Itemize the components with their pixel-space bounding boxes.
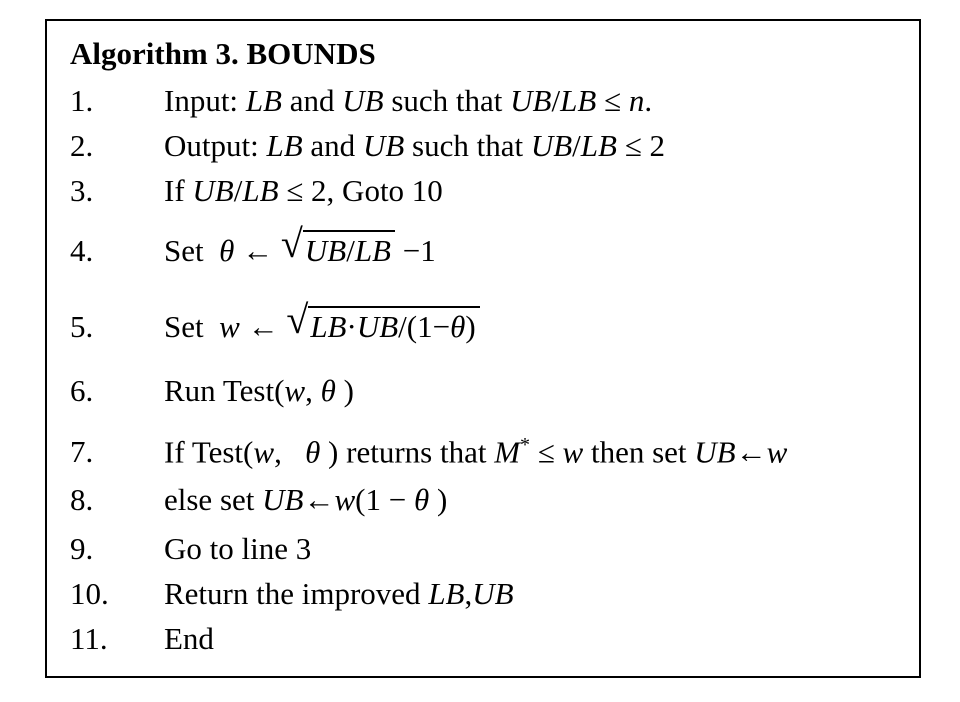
algorithm-line-5 [70,297,480,346]
line-number: 11. [70,621,108,656]
line-text: Run Test(w, θ ) [164,373,354,408]
line-number: 10. [70,576,109,611]
line-number: 7. [70,434,94,470]
algorithm-line-9 [70,529,311,569]
line-text: End [164,621,214,656]
line-text: Output: LB and UB such that UB/LB ≤ 2 [164,128,665,163]
line-text: If Test(w, θ ) returns that M* ≤ w then set UB←w [164,434,788,470]
line-number: 5. [70,309,94,344]
line-text: Set w ← √ LB·UB/(1−θ) [164,306,480,347]
line-text: Return the improved LB,UB [164,576,514,611]
algorithm-line-6 [70,371,354,411]
algorithm-line-7 [70,425,788,470]
line-text: else set UB←w(1 − θ ) [164,482,448,517]
line-number: 8. [70,482,94,517]
square-root: √ UB/LB [281,230,395,271]
line-text: Go to line 3 [164,531,312,566]
algorithm-line-8 [70,480,447,520]
line-number: 6. [70,373,94,408]
line-number: 9. [70,531,94,566]
line-number: 3. [70,173,94,208]
line-number: 4. [70,233,94,268]
algorithm-title: Algorithm 3. BOUNDS [70,36,376,71]
square-root: √ LB·UB/(1−θ) [286,306,479,347]
line-text: If UB/LB ≤ 2, Goto 10 [164,173,443,208]
line-text: Input: LB and UB such that UB/LB ≤ n. [164,83,653,118]
algorithm-line-10 [70,574,514,614]
algorithm-line-11 [70,619,214,659]
line-number: 1. [70,83,94,118]
algorithm-line-3 [70,171,443,211]
algorithm-line-2 [70,126,665,166]
line-text: Set θ ← √ UB/LB −1 [164,230,436,271]
algorithm-line-1 [70,81,652,121]
algorithm-line-4 [70,221,436,270]
line-number: 2. [70,128,94,163]
